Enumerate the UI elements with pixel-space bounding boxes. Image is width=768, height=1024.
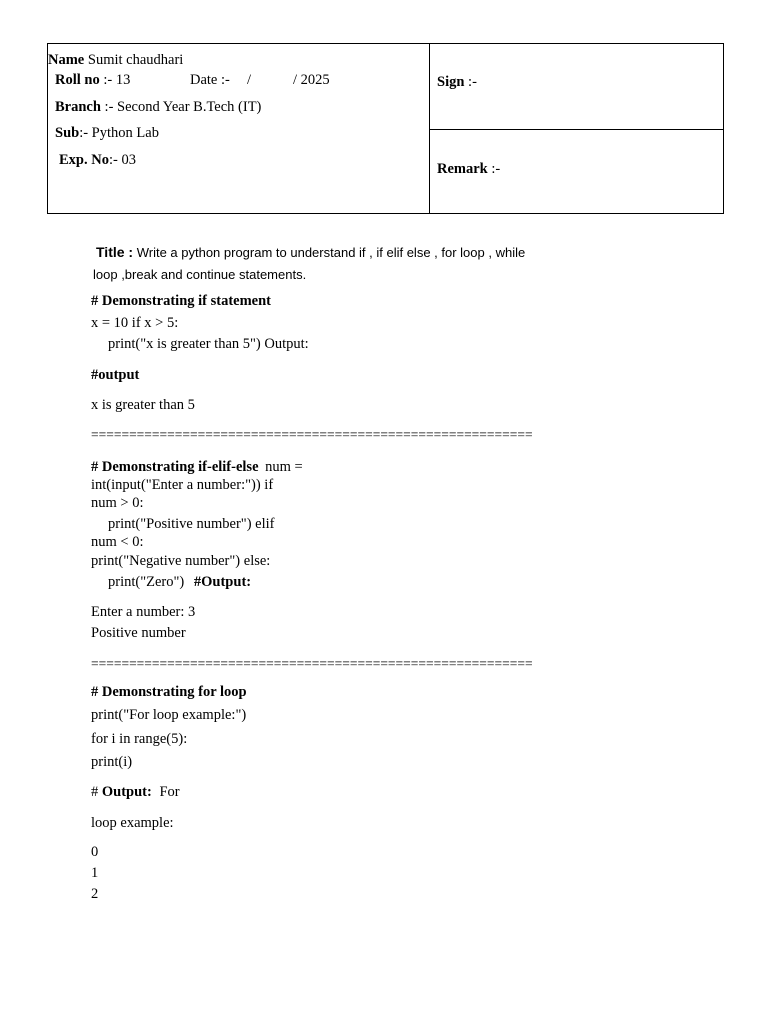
section1-code-line-1: x = 10 if x > 5: [91,315,179,331]
title-line-1 [96,244,525,260]
section3-output-label: Output: [101,784,152,800]
section3-code-line-3: print(i) [91,754,133,770]
section2-heading-row [91,459,303,476]
exp-label: Exp. No [59,152,109,168]
section1-separator: ========================================================== [91,427,533,442]
sign-row [437,74,477,91]
branch-value: :- Second Year B.Tech (IT) [104,99,262,115]
section3-value-2: 2 [91,886,99,902]
section3-output-tail: For [159,784,180,800]
sign-value: :- [468,74,477,90]
section2-code-line-4: num < 0: [91,534,144,550]
section2-heading-tail: num = [265,459,303,475]
remark-row [437,161,500,178]
branch-row [55,99,261,116]
date-label: Date :- [190,72,230,88]
section2-output-line-2: Positive number [91,625,186,641]
section2-code-line-6-row [108,574,251,591]
section1-code-line-2: print("x is greater than 5") Output: [108,336,309,352]
sign-label: Sign [437,74,465,90]
section3-output-line: loop example: [91,815,174,831]
date-separator-1: / [247,72,252,88]
section2-code-line-5: print("Negative number") else: [91,553,271,569]
section2-output-label: #Output: [193,574,252,590]
date-separator-2: / 2025 [293,72,330,88]
section1-heading: # Demonstrating if statement [91,293,272,309]
roll-row [55,72,130,89]
title-text-1: Write a python program to understand if , if elif else , for loop , while [136,245,526,260]
section2-code-line-2: num > 0: [91,495,144,511]
section3-code-line-2: for i in range(5): [91,731,188,747]
exp-value: :- 03 [108,152,136,168]
name-value: Sumit chaudhari [87,52,184,68]
header-divider-vertical [429,43,430,213]
sub-value: :- Python Lab [79,125,159,141]
exp-row [59,152,136,169]
branch-label: Branch [55,99,101,115]
remark-value: :- [491,161,501,177]
name-row [48,52,183,69]
title-text-2: loop ,break and continue statements. [93,267,307,282]
title-label: Title : [96,244,134,260]
section1-output-label: #output [91,367,140,383]
section3-output-row [91,784,180,801]
section2-code-line-1: int(input("Enter a number:")) if [91,477,274,493]
header-divider-horizontal [430,129,723,130]
section2-separator: ========================================================== [91,656,533,671]
sub-label: Sub [55,125,80,141]
name-label: Name [48,52,85,68]
section3-code-line-1: print("For loop example:") [91,707,247,723]
section3-value-1: 1 [91,865,99,881]
section3-value-0: 0 [91,844,99,860]
section2-output-line-1: Enter a number: 3 [91,604,196,620]
roll-value: :- 13 [103,72,131,88]
section1-output: x is greater than 5 [91,397,195,413]
section2-heading: # Demonstrating if-elif-else [91,459,259,475]
remark-label: Remark [437,161,488,177]
section2-code-line-6: print("Zero") [108,574,185,590]
sub-row [55,125,159,142]
section2-code-line-3: print("Positive number") elif [108,516,275,532]
section3-heading: # Demonstrating for loop [91,684,247,700]
roll-label: Roll no [55,72,100,88]
section3-output-hash: # [91,784,99,800]
